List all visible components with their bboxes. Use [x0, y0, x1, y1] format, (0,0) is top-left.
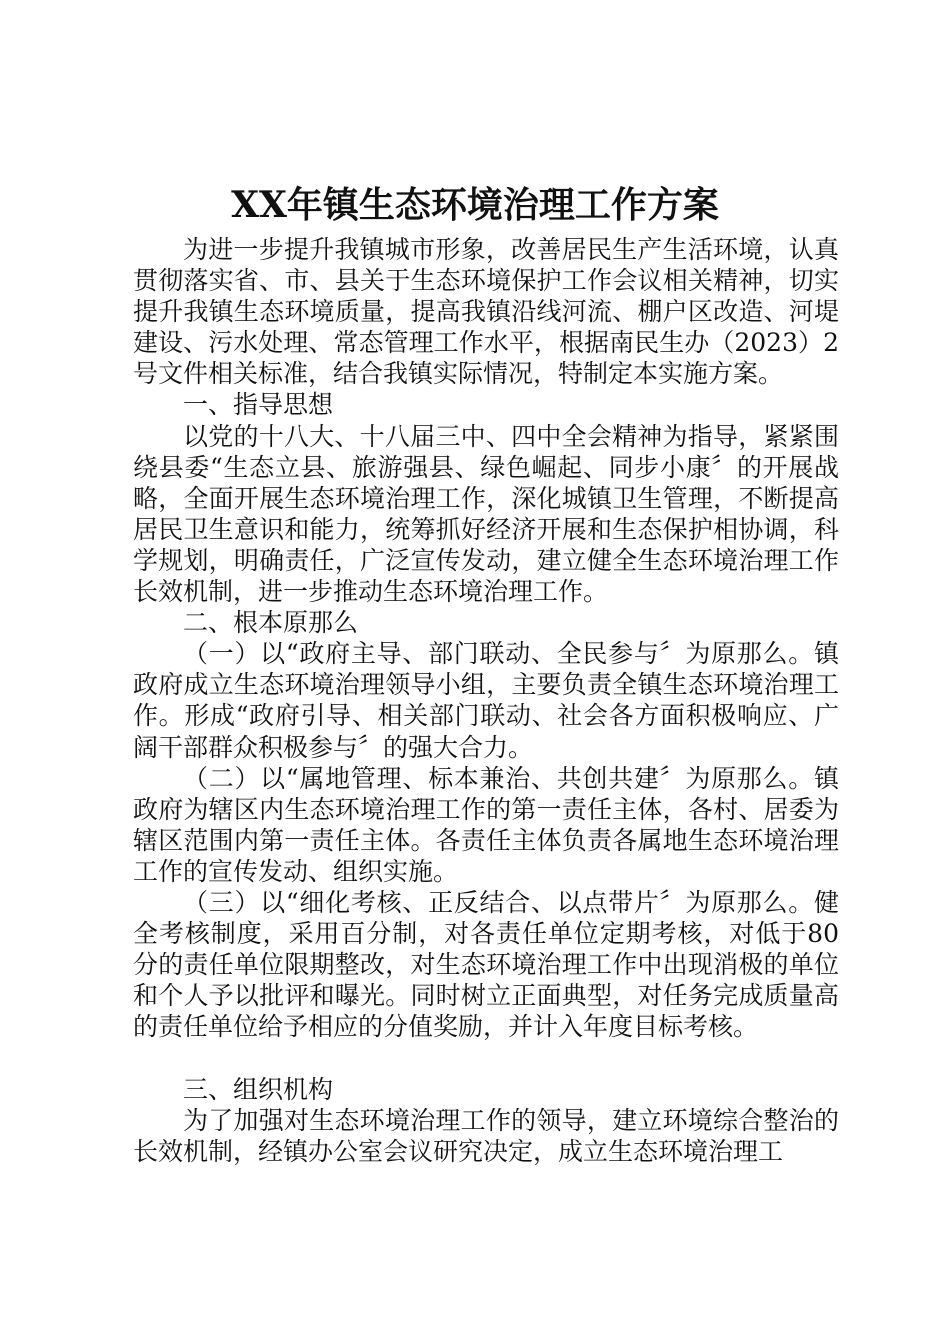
blank-line: [133, 1042, 839, 1073]
principle-paragraph-3: （三）以“细化考核、正反结合、以点带片〞为原那么。健全考核制度，采用百分制，对各责任单位定期考核，对低于80分的责任单位限期整改，对生态环境治理工作中出现消极的单位和个人予以批评和曝光。同时树立正面典型，对任务完成质量高的责任单位给予相应的分值奖励，并计入年度目标考核。: [133, 887, 839, 1042]
document-title: XX年镇生态环境治理工作方案: [231, 184, 719, 226]
document-body: [133, 234, 839, 1167]
guiding-ideology-paragraph: 以党的十八大、十八届三中、四中全会精神为指导，紧紧围绕县委“生态立县、旅游强县、绿色崛起、同步小康〞的开展战略，全面开展生态环境治理工作，深化城镇卫生管理，不断提高居民卫生意识和能力，统筹抓好经济开展和生态保护相协调，科学规划，明确责任，广泛宣传发动，建立健全生态环境治理工作长效机制，进一步推动生态环境治理工作。: [133, 421, 839, 607]
section-heading-basic-principles: 二、根本原那么: [183, 608, 359, 638]
section-heading-organization: 三、组织机构: [183, 1074, 334, 1104]
organization-paragraph: 为了加强对生态环境治理工作的领导，建立环境综合整治的长效机制，经镇办公室会议研究决定，成立生态环境治理工: [133, 1105, 839, 1166]
section-heading-guiding-ideology: 一、指导思想: [183, 390, 334, 420]
intro-paragraph: 为进一步提升我镇城市形象，改善居民生产生活环境，认真贯彻落实省、市、县关于生态环境保护工作会议相关精神，切实提升我镇生态环境质量，提高我镇沿线河流、棚户区改造、河堤建设、污水处理、常态管理工作水平，根据南民生办（2023）2号文件相关标准，结合我镇实际情况，特制定本实施方案。: [133, 235, 839, 389]
principle-paragraph-2: （二）以“属地管理、标本兼治、共创共建〞为原那么。镇政府为辖区内生态环境治理工作的第一责任主体，各村、居委为辖区范围内第一责任主体。各责任主体负责各属地生态环境治理工作的宣传发动、组织实施。: [133, 763, 839, 886]
principle-paragraph-1: （一）以“政府主导、部门联动、全民参与〞为原那么。镇政府成立生态环境治理领导小组，主要负责全镇生态环境治理工作。形成“政府引导、相关部门联动、社会各方面积极响应、广阔干部群众积极参与〞的强大合力。: [133, 639, 839, 762]
